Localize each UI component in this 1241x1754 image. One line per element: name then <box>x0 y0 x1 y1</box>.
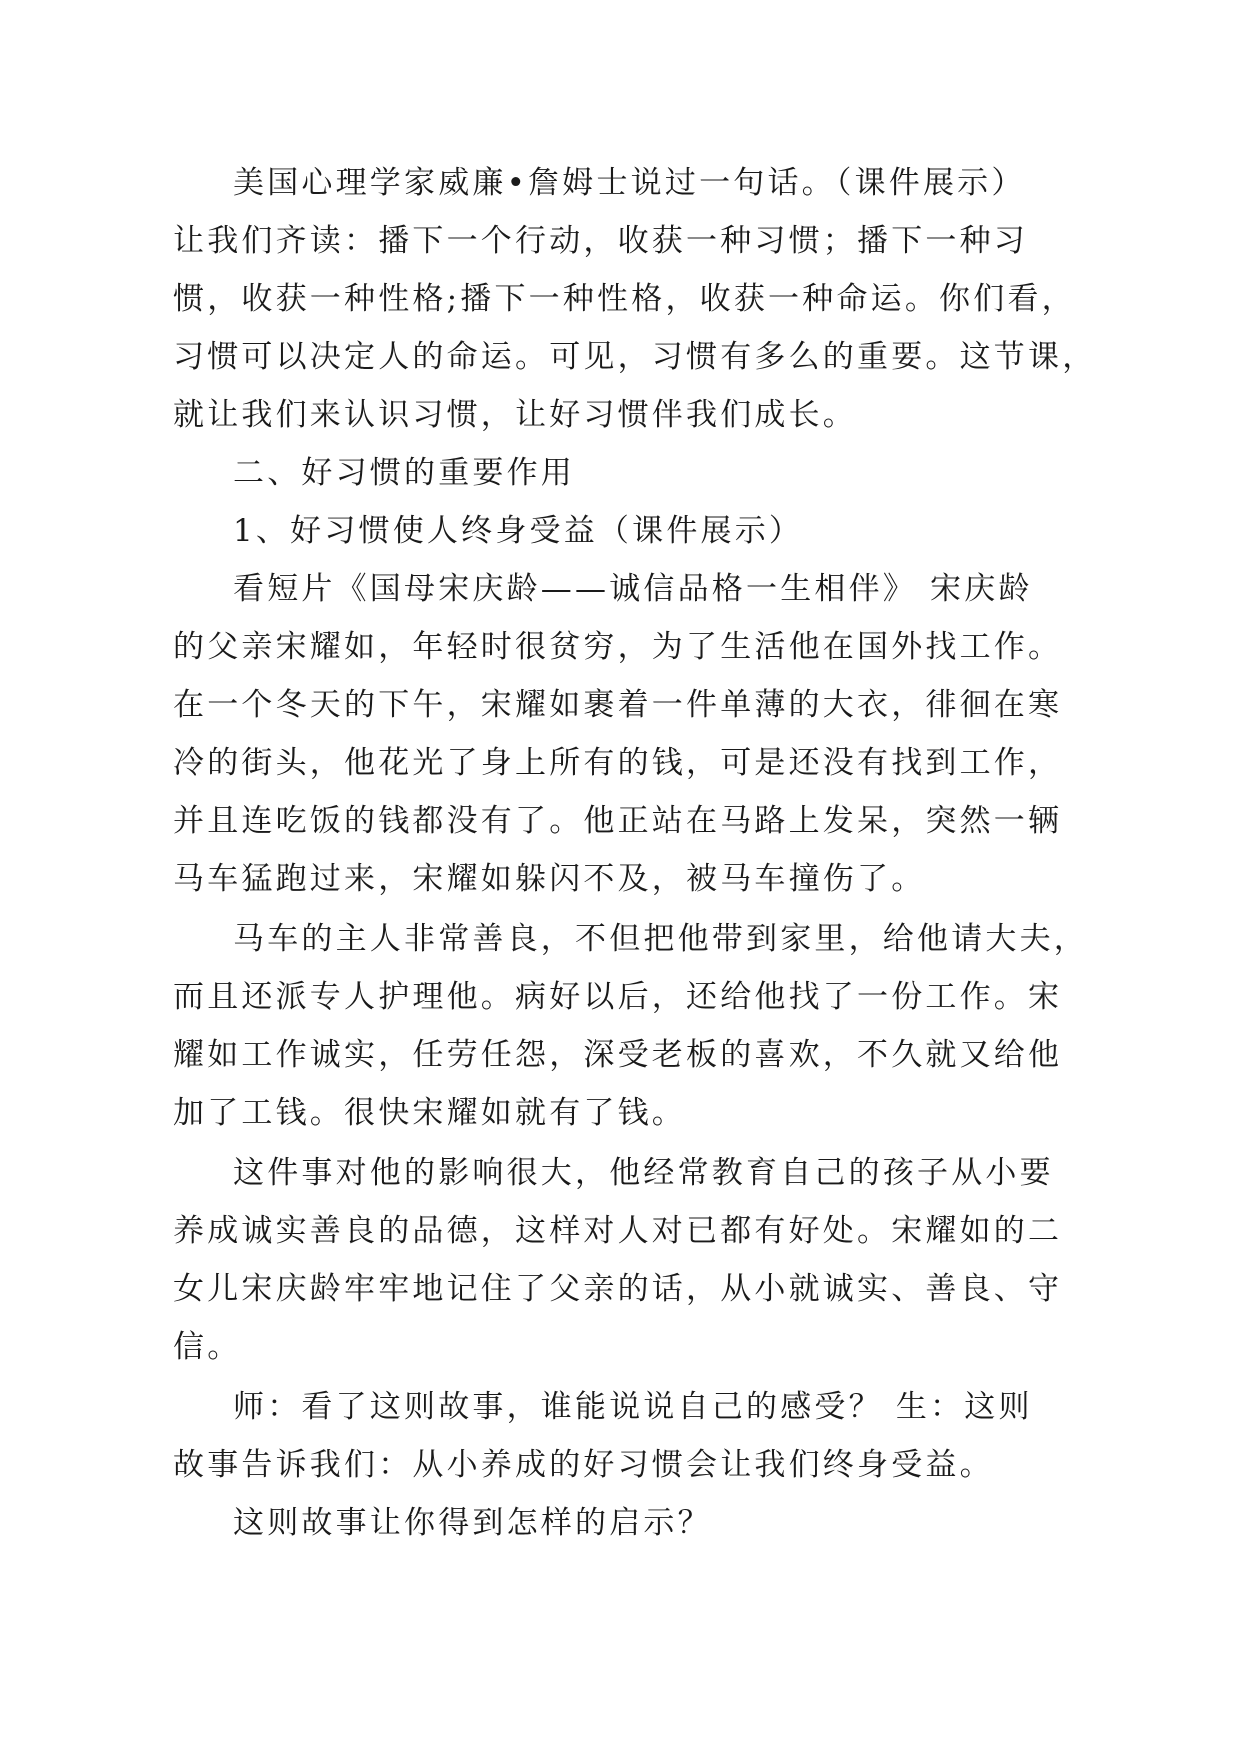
text-line: 美国心理学家威廉•詹姆士说过一句话。（课件展示） <box>233 165 1026 201</box>
text-line: 在一个冬天的下午，宋耀如裹着一件单薄的大衣，徘徊在寒 <box>173 687 1063 723</box>
text-line: 师：看了这则故事，谁能说说自己的感受？ 生：这则 <box>233 1389 1033 1425</box>
text-line: 这则故事让你得到怎样的启示？ <box>233 1505 712 1541</box>
text-line: 看短片《国母宋庆龄——诚信品格一生相伴》 宋庆龄 <box>233 571 1033 607</box>
text-line: 加了工钱。很快宋耀如就有了钱。 <box>173 1095 686 1131</box>
section-heading: 二、好习惯的重要作用 <box>233 455 575 491</box>
text-line: 让我们齐读：播下一个行动，收获一种习惯；播下一种习 <box>173 223 1028 259</box>
text-line: 习惯可以决定人的命运。可见，习惯有多么的重要。这节课， <box>173 339 1097 375</box>
text-line: 这件事对他的影响很大，他经常教育自己的孩子从小要 <box>233 1155 1054 1191</box>
text-line: 而且还派专人护理他。病好以后，还给他找了一份工作。宋 <box>173 979 1063 1015</box>
text-line: 并且连吃饭的钱都没有了。他正站在马路上发呆，突然一辆 <box>173 803 1063 839</box>
text-line: 耀如工作诚实，任劳任怨，深受老板的喜欢，不久就又给他 <box>173 1037 1063 1073</box>
subsection-heading: 1、好习惯使人终身受益（课件展示） <box>233 513 804 549</box>
text-line: 就让我们来认识习惯，让好习惯伴我们成长。 <box>173 397 857 433</box>
text-line: 马车的主人非常善良，不但把他带到家里，给他请大夫， <box>233 921 1088 957</box>
text-line: 故事告诉我们：从小养成的好习惯会让我们终身受益。 <box>173 1447 994 1483</box>
text-line: 马车猛跑过来，宋耀如躲闪不及，被马车撞伤了。 <box>173 861 926 897</box>
text-line: 惯，收获一种性格;播下一种性格，收获一种命运。你们看， <box>173 281 1076 317</box>
text-line: 冷的街头，他花光了身上所有的钱，可是还没有找到工作， <box>173 745 1063 781</box>
text-line: 女儿宋庆龄牢牢地记住了父亲的话，从小就诚实、善良、守 <box>173 1271 1063 1307</box>
text-line: 信。 <box>173 1329 242 1365</box>
text-line: 养成诚实善良的品德，这样对人对已都有好处。宋耀如的二 <box>173 1213 1063 1249</box>
text-line: 的父亲宋耀如，年轻时很贫穷，为了生活他在国外找工作。 <box>173 629 1063 665</box>
